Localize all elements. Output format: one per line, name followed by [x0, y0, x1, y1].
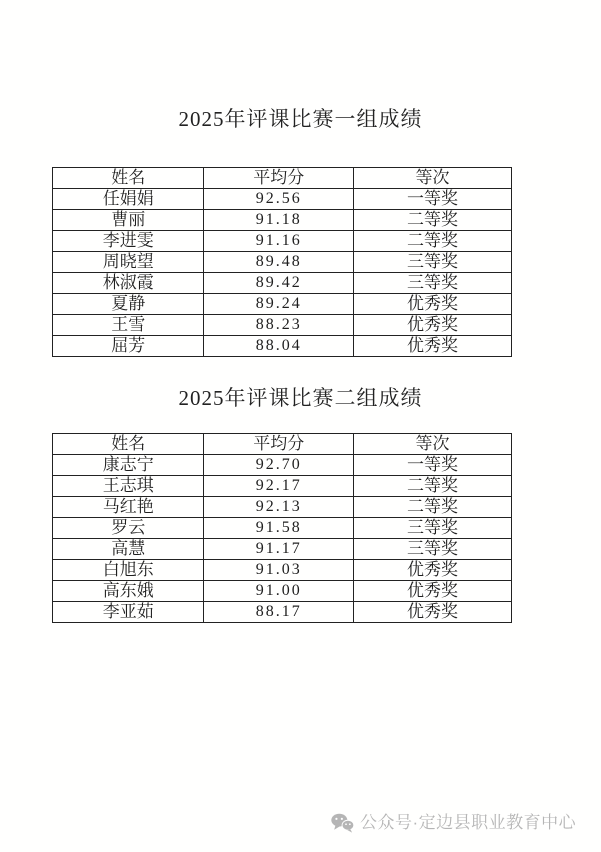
table-row — [53, 315, 512, 336]
table-row — [53, 273, 512, 294]
table-cell: 李亚茹 — [53, 602, 204, 623]
table-cell: 优秀奖 — [354, 315, 512, 336]
table-cell: 二等奖 — [354, 497, 512, 518]
table-cell: 三等奖 — [354, 518, 512, 539]
table-row — [53, 231, 512, 252]
table-row — [53, 602, 512, 623]
table-cell: 91.00 — [204, 581, 354, 602]
table-cell: 一等奖 — [354, 189, 512, 210]
table-cell: 林淑霞 — [53, 273, 204, 294]
table-cell: 白旭东 — [53, 560, 204, 581]
table-cell: 优秀奖 — [354, 560, 512, 581]
column-header-score: 平均分 — [204, 434, 354, 455]
table-cell: 二等奖 — [354, 476, 512, 497]
table-cell: 夏静 — [53, 294, 204, 315]
table-cell: 罗云 — [53, 518, 204, 539]
table-row — [53, 189, 512, 210]
table-cell: 92.13 — [204, 497, 354, 518]
group1-results-table — [52, 167, 512, 357]
column-header-award: 等次 — [354, 434, 512, 455]
table-cell: 三等奖 — [354, 539, 512, 560]
table-row — [53, 455, 512, 476]
table-cell: 任娟娟 — [53, 189, 204, 210]
group2-results-table — [52, 433, 512, 623]
table-header-row — [53, 434, 512, 455]
wechat-icon — [331, 813, 354, 833]
table-cell: 91.18 — [204, 210, 354, 231]
table-cell: 王雪 — [53, 315, 204, 336]
table-row — [53, 539, 512, 560]
table-cell: 91.03 — [204, 560, 354, 581]
group2-title: 2025年评课比赛二组成绩 — [178, 386, 423, 410]
table-cell: 二等奖 — [354, 231, 512, 252]
table-cell: 91.58 — [204, 518, 354, 539]
table-cell: 88.04 — [204, 336, 354, 357]
table-cell: 康志宁 — [53, 455, 204, 476]
table-cell: 92.17 — [204, 476, 354, 497]
table-row — [53, 294, 512, 315]
table-cell: 优秀奖 — [354, 602, 512, 623]
table-cell: 王志琪 — [53, 476, 204, 497]
table-cell: 88.23 — [204, 315, 354, 336]
table-cell: 89.42 — [204, 273, 354, 294]
table-row — [53, 252, 512, 273]
table-row — [53, 336, 512, 357]
table-row — [53, 210, 512, 231]
table-cell: 二等奖 — [354, 210, 512, 231]
table-cell: 曹丽 — [53, 210, 204, 231]
column-header-award: 等次 — [354, 168, 512, 189]
table-cell: 88.17 — [204, 602, 354, 623]
table-header-row — [53, 168, 512, 189]
table-cell: 周晓望 — [53, 252, 204, 273]
table-cell: 高慧 — [53, 539, 204, 560]
table-cell: 优秀奖 — [354, 581, 512, 602]
table-cell: 91.16 — [204, 231, 354, 252]
table-cell: 高东娥 — [53, 581, 204, 602]
table-cell: 三等奖 — [354, 252, 512, 273]
column-header-name: 姓名 — [53, 434, 204, 455]
table-cell: 马红艳 — [53, 497, 204, 518]
table-cell: 优秀奖 — [354, 294, 512, 315]
table-cell: 三等奖 — [354, 273, 512, 294]
footer-text: 公众号·定边县职业教育中心 — [360, 813, 577, 832]
table-cell: 91.17 — [204, 539, 354, 560]
table-cell: 89.48 — [204, 252, 354, 273]
column-header-score: 平均分 — [204, 168, 354, 189]
table-cell: 89.24 — [204, 294, 354, 315]
table-row — [53, 497, 512, 518]
table-cell: 92.70 — [204, 455, 354, 476]
table-row — [53, 518, 512, 539]
group1-title: 2025年评课比赛一组成绩 — [178, 107, 423, 131]
table-cell: 屈芳 — [53, 336, 204, 357]
column-header-name: 姓名 — [53, 168, 204, 189]
table-cell: 一等奖 — [354, 455, 512, 476]
table-cell: 优秀奖 — [354, 336, 512, 357]
wechat-footer — [331, 812, 576, 834]
table-cell: 李进雯 — [53, 231, 204, 252]
table-row — [53, 560, 512, 581]
table-row — [53, 476, 512, 497]
table-cell: 92.56 — [204, 189, 354, 210]
table-row — [53, 581, 512, 602]
